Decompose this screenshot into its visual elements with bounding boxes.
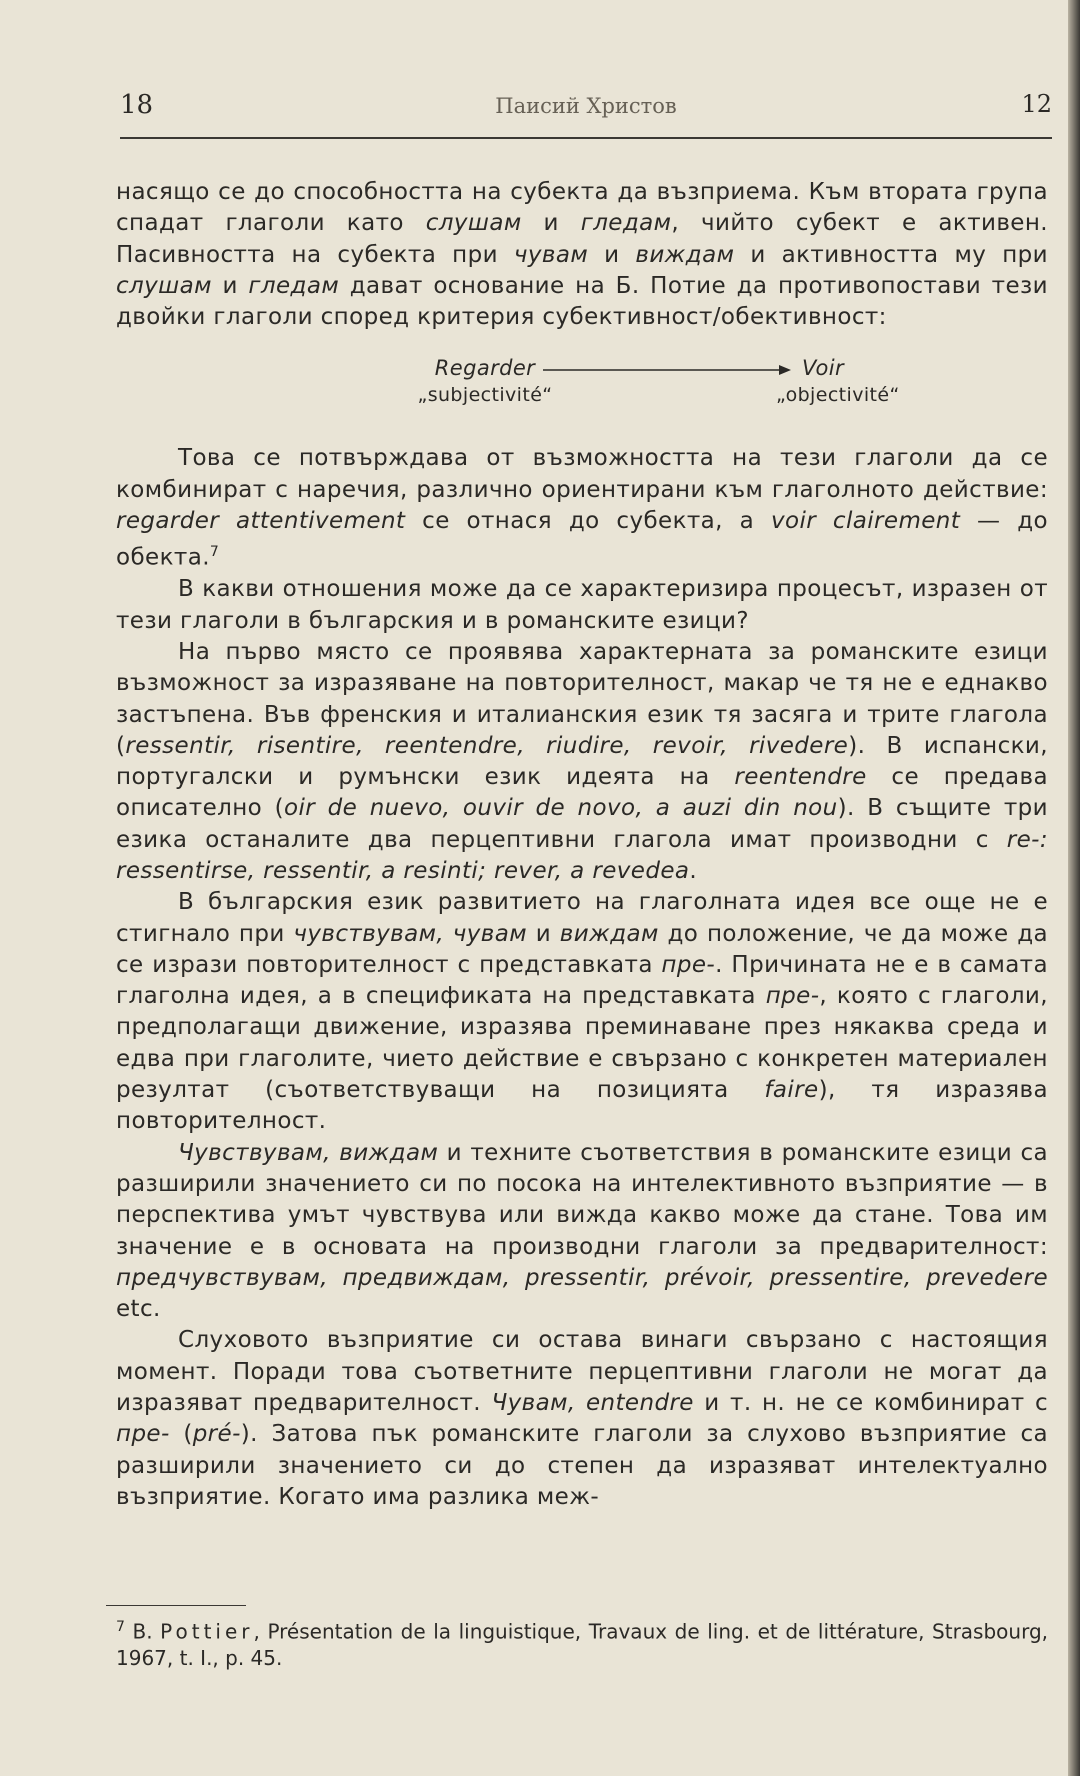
text-run: и: [526, 920, 560, 947]
text-run: ). В испански, португалски и румънски език идеята на: [116, 732, 1048, 791]
italic-term: гледам: [580, 210, 672, 237]
text-run: — до обекта.: [116, 508, 1048, 572]
paragraph-5: [116, 887, 1048, 1137]
italic-term: предчувствувам, предвиждам, pressentir, prévoir, pressentire, prevedere: [116, 1264, 1048, 1291]
italic-term: виждам: [559, 920, 659, 947]
page-number: 18: [120, 90, 154, 120]
italic-term: Чувствувам, виждам: [178, 1139, 439, 1166]
text-run: Слуховото възприятие си остава винаги свързано с настоящия момент. Поради това съответните перцептивни глаголи не могат да изразяват предварителност.: [116, 1327, 1048, 1417]
text-run: Това се потвърждава от възможността на тези глаголи да се комбинират с наречия, различно ориентирани към глаголното действие:: [116, 445, 1048, 503]
text-run: и: [211, 272, 249, 299]
diagram-left-verb: Regarder: [434, 356, 536, 381]
italic-term: пре-: [116, 1421, 170, 1448]
footnote-ref: 7: [209, 544, 220, 561]
text-run: насящо се до способността на субекта да възприема. Към втората група спадат глаголи като: [116, 179, 1048, 237]
italic-term: regarder attentivement: [116, 508, 406, 535]
italic-term: Чувам, entendre: [491, 1390, 694, 1417]
diagram-right-verb: Voir: [802, 356, 845, 381]
text-run: ). В същите три езика останалите два перцептивни глагола имат производни с: [116, 795, 1048, 853]
text-run: etc.: [116, 1296, 161, 1323]
running-header: [120, 90, 1052, 130]
diagram-right-label: „objectivité“: [776, 384, 900, 407]
text-run: .: [689, 858, 698, 884]
main-text: [116, 177, 1048, 1513]
regarder-voir-diagram: [116, 333, 1048, 443]
italic-term: re-: ressentirse, ressentir, a resinti; rever, a revedea: [116, 826, 1048, 884]
text-run: и техните съответствия в романските езици са разширили значението си по посока на интелективното възприятие — в перспектива умът чувствува или вижда какво може да стане. Това им значение е в основата на производни глаголи за предварителност:: [116, 1139, 1048, 1260]
text-run: до положение, че да може да се изрази повторителност с представката: [116, 920, 1049, 978]
paragraph-6: [116, 1138, 1048, 1326]
italic-term: чувствувам, чувам: [293, 920, 527, 947]
header-rule: [120, 137, 1052, 139]
italic-term: пре-: [765, 983, 820, 1010]
text-run: и: [588, 241, 636, 268]
signature-mark: 12: [1021, 90, 1052, 118]
text-run: , която с глаголи, предполагащи движение, изразява преминаване през някаква среда и едва при глаголите, чието действие е свързано с конкретен материален резултат (съответствуващи на позицията: [116, 983, 1048, 1104]
footnote-rule: [106, 1605, 246, 1606]
italic-term: гледам: [248, 272, 340, 299]
italic-term: слушам: [116, 272, 212, 299]
footnote-mark: 7: [116, 1619, 125, 1635]
text-run: и: [521, 210, 581, 237]
arrow-icon: [543, 363, 793, 377]
book-spine-shadow: [1068, 0, 1080, 1776]
italic-term: пре-: [661, 951, 716, 978]
text-run: (: [169, 1421, 193, 1448]
italic-term: виждам: [635, 241, 735, 268]
text-run: дават основание на Б. Потие да противопостави тези двойки глаголи според критерия субективност/обективност:: [116, 272, 1048, 331]
running-title: Паисий Христов: [495, 94, 677, 118]
footnote-author: Pottier: [160, 1619, 254, 1644]
paragraph-2: [116, 443, 1048, 574]
text-run: се отнася до субекта, а: [405, 508, 771, 535]
italic-term: pré-: [192, 1421, 241, 1448]
text-run: се предава описателно (: [116, 764, 1048, 822]
text-run: ), тя изразява повторителност.: [116, 1077, 1048, 1135]
italic-term: faire: [764, 1077, 819, 1104]
text-run: ). Затова пък романските глаголи за слухово възприятие са разширили значението си до степен да изразяват интелектуално възприятие. Когато има разлика меж-: [116, 1421, 1048, 1510]
italic-term: reentendre: [734, 764, 867, 791]
paragraph-7: [116, 1325, 1048, 1513]
text-run: В българския език развитието на глаголната идея все още не е стигнало при: [116, 889, 1048, 947]
italic-term: ressentir, risentire, reentendre, riudire, revoir, rivedere: [125, 732, 849, 759]
paragraph-3: В какви отношения може да се характеризира процесът, изразен от тези глаголи в българския и в романските езици?: [116, 576, 1048, 634]
footnote-text: , Présentation de la linguistique, Travaux de ling. et de littérature, Strasbourg, 1967, t. I., p. 45.: [116, 1619, 1049, 1670]
paragraph-1: [116, 177, 1048, 333]
italic-term: voir clairement: [770, 508, 961, 535]
text-run: и активността му при: [734, 241, 1049, 268]
text-run: , чийто субект е активен. Пасивността на субекта при: [116, 210, 1048, 268]
text-run: На първо място се проявява характерната за романските езици възможност за изразяване на повторителност, макар че тя не е еднакво застъпена. Във френския и италианския език тя засяга и трите глагола (: [116, 638, 1048, 759]
paragraph-4: [116, 637, 1048, 887]
diagram-left-label: „subjectivité“: [417, 384, 553, 407]
italic-term: слушам: [425, 210, 522, 237]
footnote: [116, 1614, 1048, 1671]
italic-term: чувам: [513, 241, 589, 268]
footnote-initial: B.: [132, 1619, 153, 1644]
italic-term: oir de nuevo, ouvir de novo, a auzi din nou: [284, 795, 838, 822]
text-run: и т. н. не се комбинират с: [693, 1390, 1049, 1417]
text-run: . Причината не е в самата глаголна идея, а в спецификата на представката: [116, 951, 1048, 1010]
